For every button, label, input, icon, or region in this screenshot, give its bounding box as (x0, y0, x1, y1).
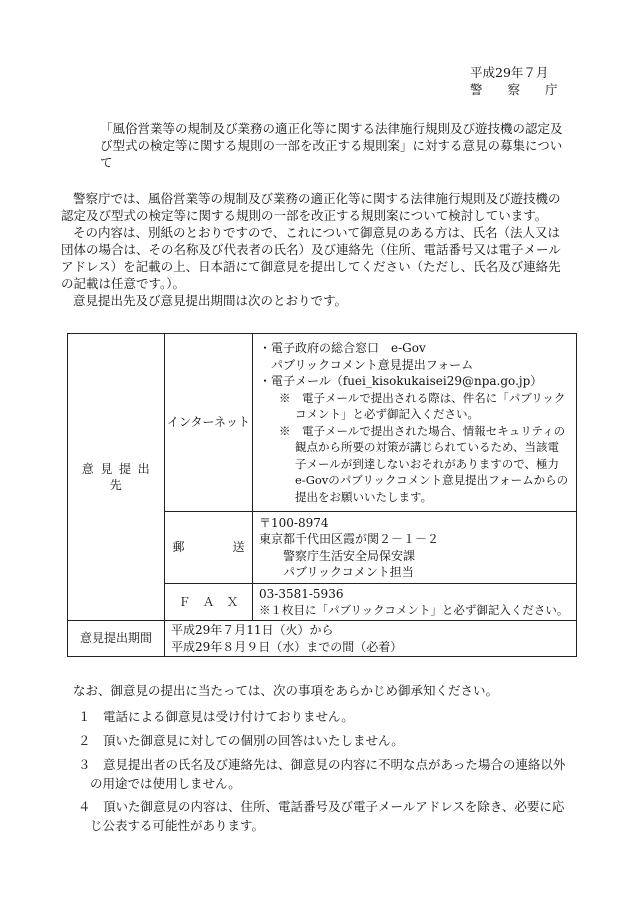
mail-details (253, 512, 577, 584)
notice-item-4-line-1: ４ 頂いた御意見の内容は、住所、電話番号及び電子メールアドレスを除き、必要に応 (78, 799, 565, 814)
body-line-6: の記載は任意です。）。 (61, 276, 186, 291)
body-line-3: その内容は、別紙のとおりですので、これについて御意見のある方は、氏名（法人又は (73, 225, 561, 240)
submission-table (67, 333, 577, 657)
notice-item-3-line-2: の用途では使用しません。 (90, 776, 241, 791)
notice-item-2: ２ 頂いた御意見に対しての個別の回答はいたしません。 (78, 733, 404, 748)
body-line-1: 警察庁では、風俗営業等の規制及び業務の適正化等に関する法律施行規則及び遊技機の (73, 191, 561, 206)
mail-label: 郵 送 (165, 512, 253, 584)
email-note-2-line-1: ※ 電子メールで提出された場合、情報セキュリティの (279, 423, 566, 438)
email-note-1-line-2: コメント」と必ず御記入ください。 (295, 407, 479, 421)
internet-label: インターネット (165, 334, 253, 512)
mail-division: 警察庁生活安全局保安課 (283, 548, 416, 563)
period-label: 意見提出期間 (68, 621, 165, 657)
title-line-2: び型式の検定等に関する規則の一部を改正する規則案」に対する意見の募集につい (100, 138, 563, 153)
notice-item-4-line-2: じ公表する可能性があります。 (90, 818, 265, 833)
title-line-1: 「風俗営業等の規制及び業務の適正化等に関する法律施行規則及び遊技機の認定及 (100, 121, 563, 136)
period-start: 平成29年７月11日（火）から (171, 623, 334, 637)
submit-to-label: 意見提出先 (68, 334, 165, 621)
internet-details (253, 334, 577, 512)
email-note-2-line-2: 観点から所要の対策が講じられているため、当該電 (295, 440, 560, 454)
body-line-5: アドレス）を記載の上、日本語にて御意見を提出してください（ただし、氏名及び連絡先 (61, 259, 561, 274)
fax-number: 03-3581-5936 (259, 586, 344, 601)
body-line-2: 認定及び型式の検定等に関する規則の一部を改正する規則案について検討しています。 (61, 208, 548, 223)
notice-item-3-line-1: ３ 意見提出者の氏名及び連絡先は、御意見の内容に不明な点があった場合の連絡以外 (78, 757, 566, 772)
fax-note: ※１枚目に「パブリックコメント」と必ず御記入ください。 (259, 603, 569, 617)
postal-code: 〒100-8974 (259, 515, 329, 530)
mail-address: 東京都千代田区霞が関２－１－２ (259, 532, 440, 546)
egov-form-line: パブリックコメント意見提出フォーム (271, 357, 474, 372)
issuing-agency: 警 察 庁 (470, 82, 558, 97)
period-end: 平成29年８月９日（水）までの間（必着） (171, 639, 403, 654)
title-line-3: て (100, 155, 113, 170)
notice-item-1: １ 電話による御意見は受け付けておりません。 (78, 709, 354, 724)
period-details (165, 621, 577, 657)
email-note-2-line-5: 提出をお願いいたします。 (295, 489, 433, 504)
body-line-7: 意見提出先及び意見提出期間は次のとおりです。 (73, 293, 348, 308)
notice-intro: なお、御意見の提出に当たっては、次の事項をあらかじめ御承知ください。 (73, 683, 499, 698)
document-date: 平成29年７月 (470, 65, 549, 80)
email-note-2-line-4: e-Govのパブリックコメント意見提出フォームからの (295, 473, 569, 487)
egov-line: ・電子政府の総合窓口 e-Gov (259, 341, 426, 355)
email-address-line: ・電子メール（fuei_kisokukaisei29@npa.go.jp） (259, 374, 543, 388)
fax-details (253, 584, 577, 621)
email-note-1-line-1: ※ 電子メールで提出される際は、件名に「パブリック (279, 390, 566, 405)
email-note-2-line-3: 子メールが到達しないおそれがありますので、極力 (295, 456, 560, 471)
fax-label: Ｆ Ａ Ｘ (165, 584, 253, 621)
body-line-4: 団体の場合は、その名称及び代表者の氏名）及び連絡先（住所、電話番号又は電子メール (61, 242, 561, 257)
mail-attention: パブリックコメント担当 (283, 565, 414, 579)
